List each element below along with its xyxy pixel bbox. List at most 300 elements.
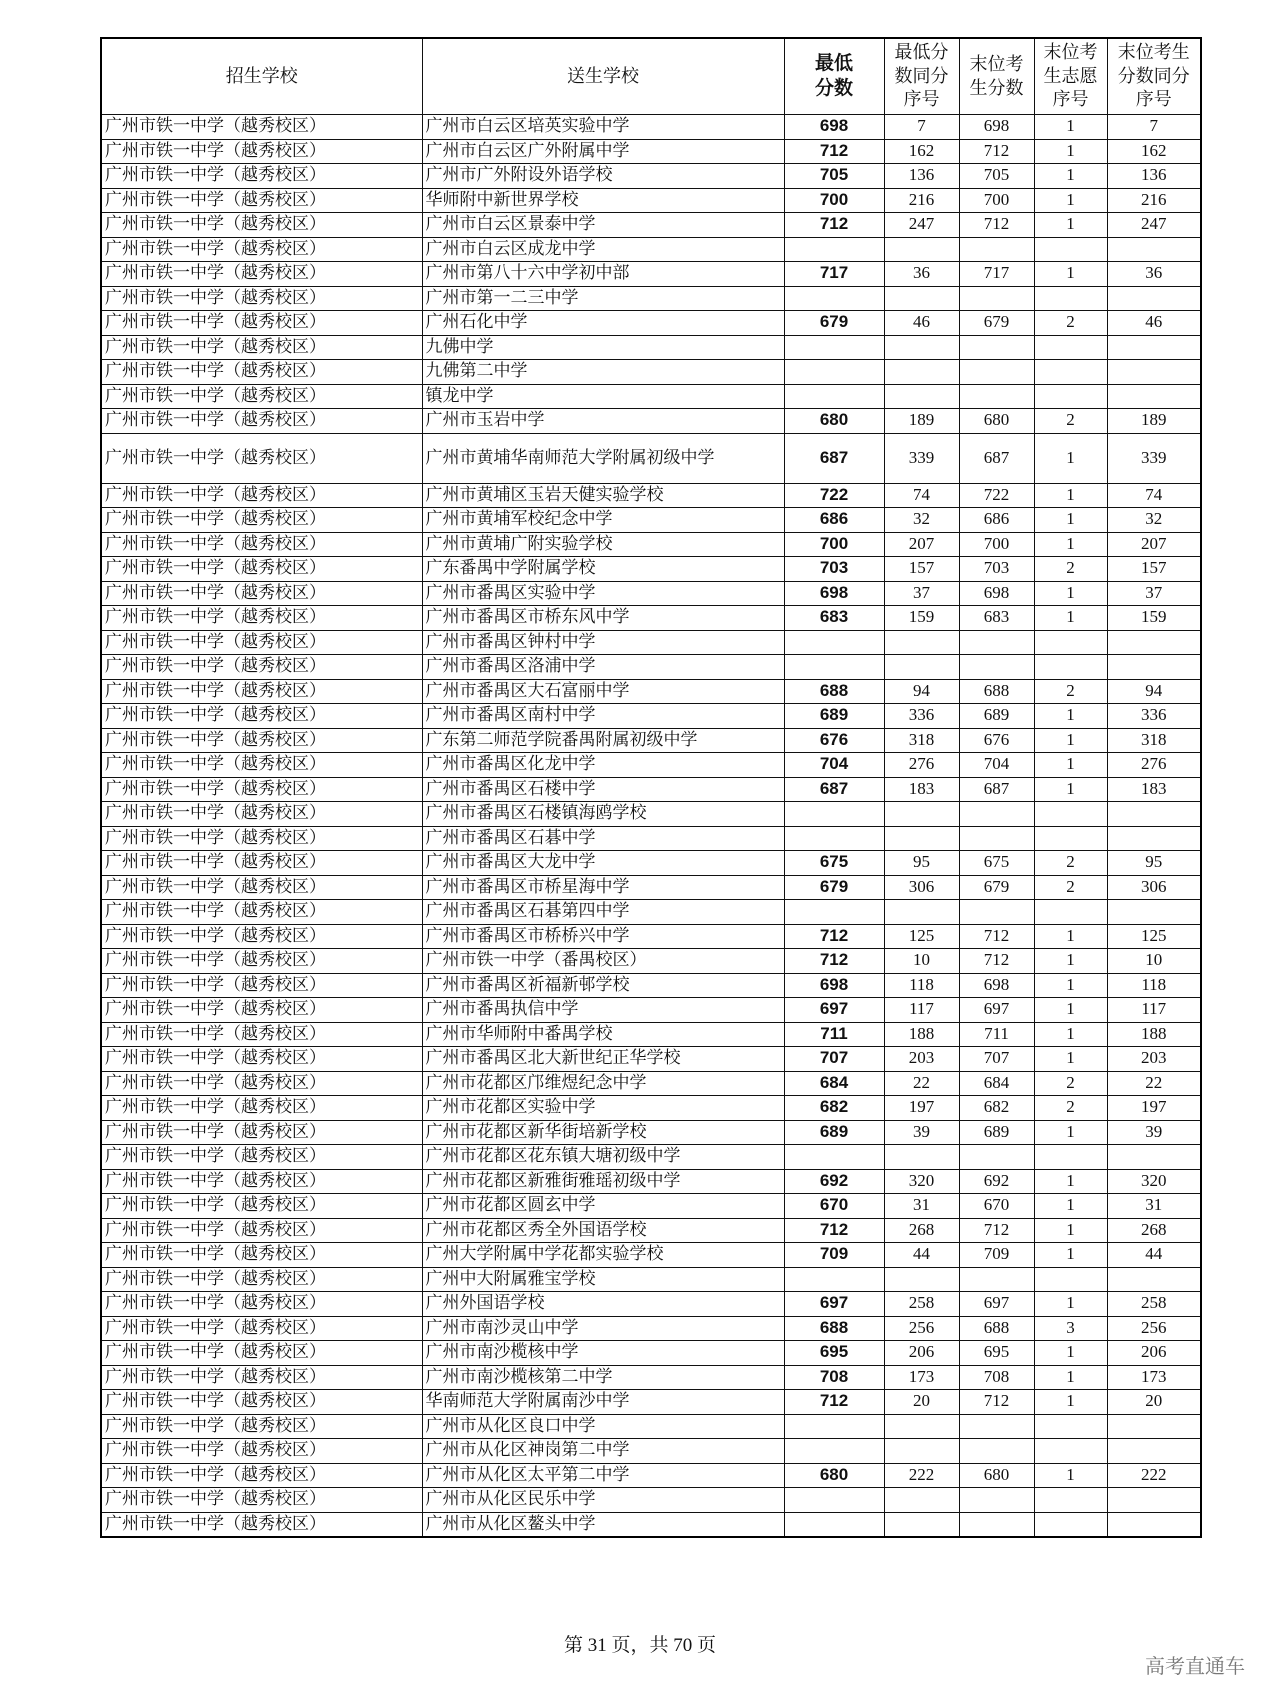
cell-last-choice: 1 [1034,1341,1107,1366]
cell-last-rank: 173 [1107,1365,1201,1390]
cell-last-choice: 2 [1034,409,1107,434]
table-row [101,924,1201,949]
cell-last-rank: 318 [1107,728,1201,753]
cell-sending-school: 广州市番禺区市桥星海中学 [422,875,784,900]
cell-receiving-school: 广州市铁一中学（越秀校区） [101,409,422,434]
cell-last-choice: 1 [1034,924,1107,949]
cell-min-score-rank [884,802,959,827]
cell-last-score [959,900,1034,925]
cell-receiving-school: 广州市铁一中学（越秀校区） [101,851,422,876]
cell-last-rank: 188 [1107,1022,1201,1047]
table-row [101,1120,1201,1145]
cell-sending-school: 广州市白云区景泰中学 [422,213,784,238]
cell-last-rank [1107,335,1201,360]
cell-sending-school: 广州市白云区成龙中学 [422,237,784,262]
cell-receiving-school: 广州市铁一中学（越秀校区） [101,949,422,974]
cell-sending-school: 九佛中学 [422,335,784,360]
cell-last-rank: 10 [1107,949,1201,974]
cell-min-score-rank: 197 [884,1096,959,1121]
table-row [101,384,1201,409]
cell-receiving-school: 广州市铁一中学（越秀校区） [101,1488,422,1513]
cell-min-score-rank: 216 [884,188,959,213]
table-row [101,311,1201,336]
cell-min-score: 722 [784,483,884,508]
cell-last-rank: 22 [1107,1071,1201,1096]
table-row [101,630,1201,655]
cell-receiving-school: 广州市铁一中学（越秀校区） [101,606,422,631]
cell-receiving-school: 广州市铁一中学（越秀校区） [101,557,422,582]
cell-last-rank: 306 [1107,875,1201,900]
cell-min-score-rank [884,286,959,311]
cell-sending-school: 广州市从化区太平第二中学 [422,1463,784,1488]
cell-sending-school: 广州市铁一中学（番禺校区） [422,949,784,974]
cell-last-score [959,1414,1034,1439]
cell-min-score: 679 [784,875,884,900]
table-row [101,949,1201,974]
cell-min-score: 697 [784,998,884,1023]
table-row [101,704,1201,729]
cell-last-choice: 1 [1034,1194,1107,1219]
cell-sending-school: 广州市花都区邝维煜纪念中学 [422,1071,784,1096]
cell-receiving-school: 广州市铁一中学（越秀校区） [101,1414,422,1439]
cell-last-rank [1107,1267,1201,1292]
cell-receiving-school: 广州市铁一中学（越秀校区） [101,1341,422,1366]
cell-min-score [784,360,884,385]
cell-min-score-rank: 183 [884,777,959,802]
cell-min-score [784,1267,884,1292]
cell-last-rank [1107,802,1201,827]
cell-receiving-school: 广州市铁一中学（越秀校区） [101,753,422,778]
cell-min-score: 709 [784,1243,884,1268]
page-number: 第 31 页，共 70 页 [563,1635,716,1656]
cell-last-score: 688 [959,679,1034,704]
cell-sending-school: 广州市番禺区祈福新邨学校 [422,973,784,998]
cell-receiving-school: 广州市铁一中学（越秀校区） [101,237,422,262]
cell-last-score: 698 [959,581,1034,606]
table-row [101,875,1201,900]
cell-min-score [784,802,884,827]
cell-last-score [959,335,1034,360]
cell-receiving-school: 广州市铁一中学（越秀校区） [101,188,422,213]
cell-last-score [959,237,1034,262]
cell-receiving-school: 广州市铁一中学（越秀校区） [101,924,422,949]
cell-last-rank [1107,655,1201,680]
cell-sending-school: 广州市南沙灵山中学 [422,1316,784,1341]
cell-last-rank: 183 [1107,777,1201,802]
cell-sending-school: 广州外国语学校 [422,1292,784,1317]
cell-last-choice [1034,826,1107,851]
cell-last-choice [1034,1439,1107,1464]
cell-min-score-rank: 125 [884,924,959,949]
table-row [101,1047,1201,1072]
cell-min-score: 680 [784,1463,884,1488]
cell-min-score-rank: 276 [884,753,959,778]
cell-min-score-rank [884,360,959,385]
cell-last-score [959,360,1034,385]
table-body [101,115,1201,1538]
cell-last-score: 682 [959,1096,1034,1121]
table-row [101,115,1201,140]
cell-last-score: 707 [959,1047,1034,1072]
cell-last-rank: 197 [1107,1096,1201,1121]
cell-last-choice: 2 [1034,1096,1107,1121]
table-row [101,1512,1201,1537]
cell-last-rank [1107,1512,1201,1537]
watermark: 高考直通车 [1145,1654,1245,1678]
cell-last-rank [1107,630,1201,655]
cell-min-score: 698 [784,973,884,998]
cell-min-score-rank: 318 [884,728,959,753]
table-row [101,1463,1201,1488]
cell-last-choice: 1 [1034,777,1107,802]
cell-min-score-rank: 258 [884,1292,959,1317]
cell-min-score-rank: 94 [884,679,959,704]
cell-receiving-school: 广州市铁一中学（越秀校区） [101,1390,422,1415]
table-row [101,1267,1201,1292]
table-row [101,1194,1201,1219]
cell-last-score: 683 [959,606,1034,631]
table-row [101,433,1201,483]
cell-last-score [959,1267,1034,1292]
cell-receiving-school: 广州市铁一中学（越秀校区） [101,433,422,483]
cell-last-score [959,802,1034,827]
table-row [101,557,1201,582]
cell-last-choice: 1 [1034,728,1107,753]
cell-last-choice: 1 [1034,1243,1107,1268]
cell-last-choice: 1 [1034,753,1107,778]
cell-last-rank [1107,1488,1201,1513]
cell-min-score-rank: 37 [884,581,959,606]
cell-last-rank: 95 [1107,851,1201,876]
cell-last-choice [1034,655,1107,680]
table-row [101,1071,1201,1096]
cell-min-score-rank: 39 [884,1120,959,1145]
cell-last-rank: 94 [1107,679,1201,704]
cell-sending-school: 广州市番禺区钟村中学 [422,630,784,655]
cell-sending-school: 广州石化中学 [422,311,784,336]
table-row [101,1218,1201,1243]
cell-min-score: 689 [784,1120,884,1145]
cell-last-score: 700 [959,532,1034,557]
cell-last-score: 688 [959,1316,1034,1341]
cell-min-score-rank [884,1145,959,1170]
cell-min-score-rank: 44 [884,1243,959,1268]
cell-last-choice: 1 [1034,483,1107,508]
cell-last-score: 722 [959,483,1034,508]
cell-last-choice: 2 [1034,557,1107,582]
cell-min-score-rank: 268 [884,1218,959,1243]
table-row [101,900,1201,925]
cell-receiving-school: 广州市铁一中学（越秀校区） [101,1022,422,1047]
cell-sending-school: 广东第二师范学院番禺附属初级中学 [422,728,784,753]
cell-sending-school: 广州市从化区神岗第二中学 [422,1439,784,1464]
table-row [101,802,1201,827]
cell-last-score: 698 [959,115,1034,140]
cell-receiving-school: 广州市铁一中学（越秀校区） [101,1267,422,1292]
cell-min-score: 697 [784,1292,884,1317]
cell-sending-school: 华师附中新世界学校 [422,188,784,213]
cell-min-score: 712 [784,213,884,238]
cell-min-score: 698 [784,115,884,140]
cell-last-score: 712 [959,924,1034,949]
cell-receiving-school: 广州市铁一中学（越秀校区） [101,1316,422,1341]
cell-last-rank: 31 [1107,1194,1201,1219]
cell-receiving-school: 广州市铁一中学（越秀校区） [101,826,422,851]
cell-sending-school: 广州市玉岩中学 [422,409,784,434]
cell-min-score: 688 [784,679,884,704]
cell-sending-school: 广州市南沙榄核第二中学 [422,1365,784,1390]
cell-min-score-rank: 117 [884,998,959,1023]
cell-last-rank: 36 [1107,262,1201,287]
cell-last-choice [1034,286,1107,311]
cell-min-score: 679 [784,311,884,336]
cell-last-score: 679 [959,311,1034,336]
cell-last-score: 712 [959,1218,1034,1243]
table-row [101,1169,1201,1194]
cell-last-choice: 1 [1034,1463,1107,1488]
cell-min-score-rank: 31 [884,1194,959,1219]
cell-last-score: 712 [959,213,1034,238]
cell-last-rank: 46 [1107,311,1201,336]
cell-last-choice: 1 [1034,1169,1107,1194]
cell-min-score: 698 [784,581,884,606]
cell-min-score-rank: 339 [884,433,959,483]
cell-sending-school: 广州市番禺区大龙中学 [422,851,784,876]
cell-last-choice [1034,1512,1107,1537]
cell-last-choice [1034,335,1107,360]
cell-min-score-rank: 222 [884,1463,959,1488]
cell-sending-school: 广州市第八十六中学初中部 [422,262,784,287]
cell-last-rank [1107,360,1201,385]
cell-last-score: 709 [959,1243,1034,1268]
cell-min-score-rank [884,1488,959,1513]
cell-last-choice [1034,802,1107,827]
cell-last-choice: 1 [1034,508,1107,533]
cell-last-choice: 1 [1034,262,1107,287]
cell-sending-school: 广州市白云区广外附属中学 [422,139,784,164]
cell-last-score: 670 [959,1194,1034,1219]
cell-min-score-rank: 10 [884,949,959,974]
cell-min-score: 712 [784,1218,884,1243]
cell-min-score-rank: 173 [884,1365,959,1390]
cell-sending-school: 广州市华师附中番禺学校 [422,1022,784,1047]
cell-min-score-rank: 306 [884,875,959,900]
cell-last-choice: 2 [1034,1071,1107,1096]
cell-min-score-rank: 159 [884,606,959,631]
table-row [101,508,1201,533]
table-row [101,655,1201,680]
cell-min-score [784,286,884,311]
cell-last-score: 680 [959,1463,1034,1488]
cell-min-score: 684 [784,1071,884,1096]
cell-last-rank: 258 [1107,1292,1201,1317]
cell-sending-school: 广州市从化区民乐中学 [422,1488,784,1513]
cell-last-choice: 1 [1034,581,1107,606]
cell-last-choice: 1 [1034,1022,1107,1047]
cell-last-score: 675 [959,851,1034,876]
cell-min-score-rank: 207 [884,532,959,557]
cell-receiving-school: 广州市铁一中学（越秀校区） [101,630,422,655]
cell-min-score: 711 [784,1022,884,1047]
cell-last-choice: 1 [1034,115,1107,140]
cell-last-choice [1034,384,1107,409]
table-row [101,237,1201,262]
cell-last-choice: 1 [1034,1390,1107,1415]
cell-min-score-rank: 203 [884,1047,959,1072]
cell-min-score [784,1439,884,1464]
cell-last-rank: 206 [1107,1341,1201,1366]
cell-last-rank: 20 [1107,1390,1201,1415]
cell-receiving-school: 广州市铁一中学（越秀校区） [101,581,422,606]
cell-min-score-rank [884,1267,959,1292]
cell-min-score: 676 [784,728,884,753]
cell-min-score-rank [884,826,959,851]
cell-last-rank: 256 [1107,1316,1201,1341]
table-header-row [101,38,1201,115]
cell-last-score: 712 [959,1390,1034,1415]
cell-min-score: 703 [784,557,884,582]
cell-sending-school: 广州市番禺区市桥桥兴中学 [422,924,784,949]
table-row [101,1341,1201,1366]
table-row [101,213,1201,238]
cell-last-choice [1034,1414,1107,1439]
cell-last-score: 676 [959,728,1034,753]
cell-last-rank: 189 [1107,409,1201,434]
cell-receiving-school: 广州市铁一中学（越秀校区） [101,900,422,925]
header-sending-school: 送生学校 [422,38,784,115]
cell-receiving-school: 广州市铁一中学（越秀校区） [101,1145,422,1170]
cell-receiving-school: 广州市铁一中学（越秀校区） [101,802,422,827]
cell-sending-school: 九佛第二中学 [422,360,784,385]
cell-last-score: 705 [959,164,1034,189]
table-row [101,360,1201,385]
table-row [101,679,1201,704]
cell-last-choice: 1 [1034,1292,1107,1317]
cell-sending-school: 广州市花都区新雅街雅瑶初级中学 [422,1169,784,1194]
table-row [101,335,1201,360]
cell-last-score [959,1439,1034,1464]
cell-receiving-school: 广州市铁一中学（越秀校区） [101,1120,422,1145]
cell-last-rank [1107,286,1201,311]
cell-sending-school: 广州市花都区实验中学 [422,1096,784,1121]
table-row [101,728,1201,753]
cell-last-rank: 336 [1107,704,1201,729]
cell-min-score-rank: 336 [884,704,959,729]
cell-last-score: 700 [959,188,1034,213]
cell-min-score-rank: 118 [884,973,959,998]
cell-last-rank [1107,900,1201,925]
cell-last-rank: 159 [1107,606,1201,631]
cell-receiving-school: 广州市铁一中学（越秀校区） [101,655,422,680]
cell-receiving-school: 广州市铁一中学（越秀校区） [101,115,422,140]
table-row [101,262,1201,287]
table-row [101,1316,1201,1341]
cell-sending-school: 广州市广外附设外语学校 [422,164,784,189]
table-row [101,1439,1201,1464]
cell-last-rank [1107,1145,1201,1170]
cell-last-score [959,826,1034,851]
cell-last-score: 695 [959,1341,1034,1366]
cell-receiving-school: 广州市铁一中学（越秀校区） [101,777,422,802]
table-row [101,1390,1201,1415]
cell-last-choice: 1 [1034,973,1107,998]
header-last-choice: 末位考生志愿序号 [1034,38,1107,115]
cell-min-score [784,630,884,655]
cell-receiving-school: 广州市铁一中学（越秀校区） [101,1096,422,1121]
cell-last-rank: 247 [1107,213,1201,238]
cell-min-score [784,335,884,360]
cell-min-score-rank: 74 [884,483,959,508]
cell-min-score-rank: 46 [884,311,959,336]
cell-receiving-school: 广州市铁一中学（越秀校区） [101,1047,422,1072]
cell-last-score: 712 [959,949,1034,974]
cell-last-score: 679 [959,875,1034,900]
cell-last-rank [1107,826,1201,851]
cell-sending-school: 华南师范大学附属南沙中学 [422,1390,784,1415]
cell-min-score [784,1488,884,1513]
cell-last-rank: 222 [1107,1463,1201,1488]
cell-last-score: 687 [959,777,1034,802]
cell-min-score: 675 [784,851,884,876]
cell-sending-school: 广州市番禺区大石富丽中学 [422,679,784,704]
cell-min-score: 680 [784,409,884,434]
cell-last-choice [1034,1267,1107,1292]
table-row [101,1488,1201,1513]
cell-last-choice: 2 [1034,679,1107,704]
table-row [101,1243,1201,1268]
table-row [101,581,1201,606]
cell-min-score: 707 [784,1047,884,1072]
cell-last-rank: 320 [1107,1169,1201,1194]
cell-receiving-school: 广州市铁一中学（越秀校区） [101,532,422,557]
cell-sending-school: 广州市番禺区石碁第四中学 [422,900,784,925]
cell-min-score-rank [884,335,959,360]
cell-min-score-rank [884,1414,959,1439]
cell-last-score: 712 [959,139,1034,164]
cell-min-score-rank: 95 [884,851,959,876]
cell-min-score-rank: 320 [884,1169,959,1194]
cell-last-score: 717 [959,262,1034,287]
table-row [101,1292,1201,1317]
cell-last-choice [1034,1145,1107,1170]
cell-min-score-rank: 7 [884,115,959,140]
cell-last-score: 703 [959,557,1034,582]
cell-sending-school: 广州市番禺区化龙中学 [422,753,784,778]
cell-last-score: 711 [959,1022,1034,1047]
cell-min-score: 704 [784,753,884,778]
cell-last-score [959,1512,1034,1537]
cell-receiving-school: 广州市铁一中学（越秀校区） [101,1218,422,1243]
cell-min-score [784,655,884,680]
cell-receiving-school: 广州市铁一中学（越秀校区） [101,1071,422,1096]
cell-last-rank [1107,237,1201,262]
cell-last-score [959,286,1034,311]
cell-receiving-school: 广州市铁一中学（越秀校区） [101,1365,422,1390]
cell-min-score-rank: 20 [884,1390,959,1415]
cell-receiving-school: 广州市铁一中学（越秀校区） [101,213,422,238]
cell-receiving-school: 广州市铁一中学（越秀校区） [101,704,422,729]
cell-sending-school: 广州市南沙榄核中学 [422,1341,784,1366]
cell-last-score: 687 [959,433,1034,483]
cell-min-score-rank: 206 [884,1341,959,1366]
cell-min-score: 705 [784,164,884,189]
cell-last-rank: 268 [1107,1218,1201,1243]
table-row [101,1414,1201,1439]
cell-min-score: 708 [784,1365,884,1390]
cell-last-choice: 1 [1034,188,1107,213]
cell-last-rank: 74 [1107,483,1201,508]
cell-last-rank: 157 [1107,557,1201,582]
